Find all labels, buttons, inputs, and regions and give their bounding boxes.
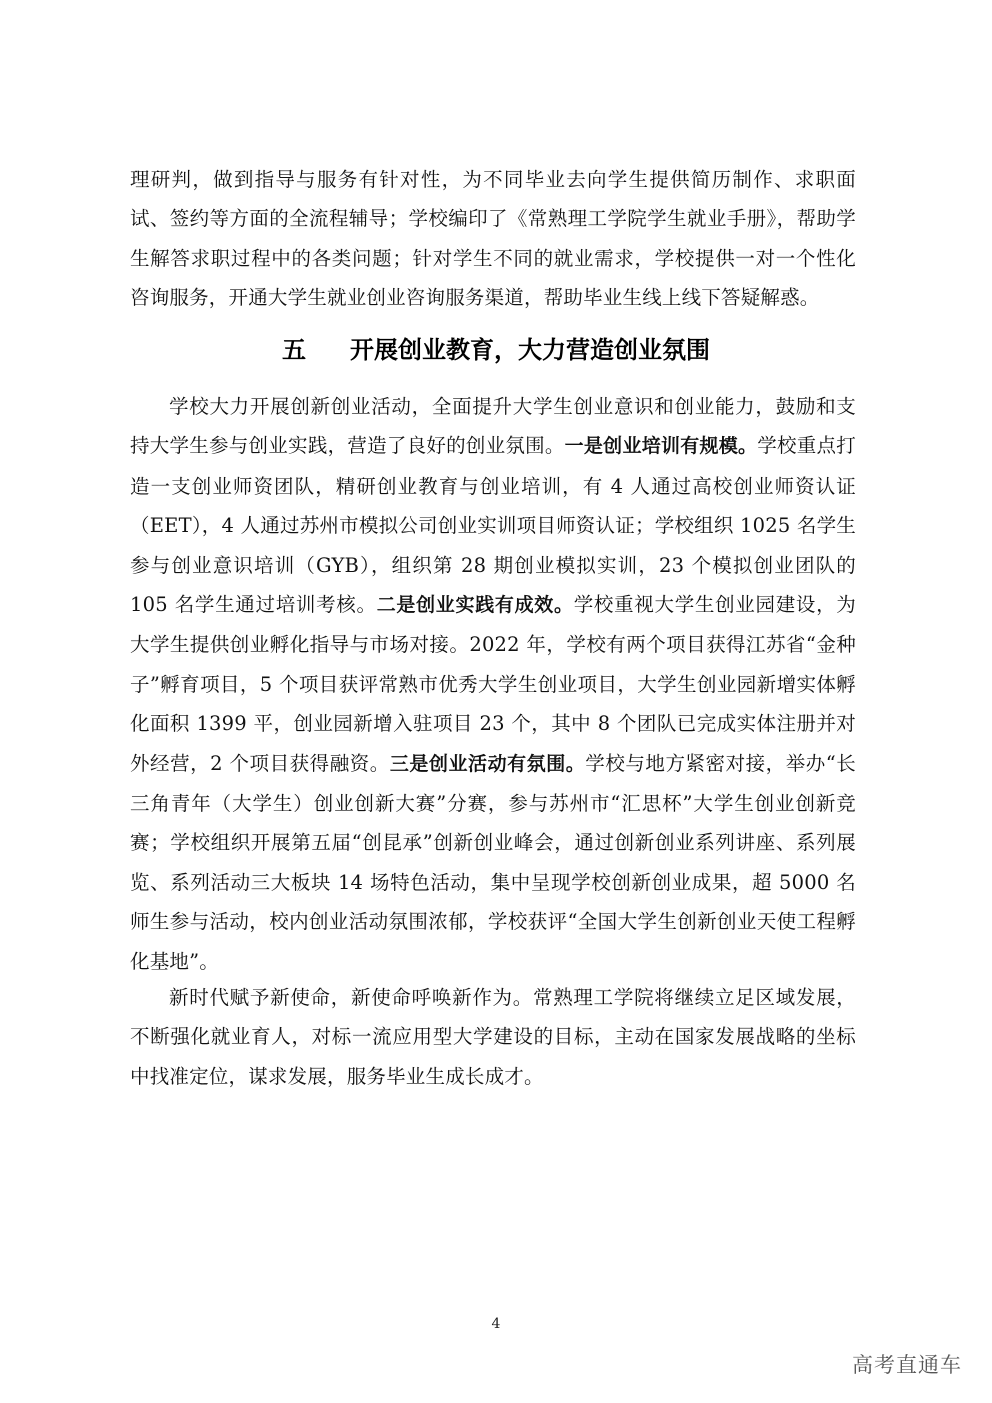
point3-heading: 三是创业活动有氛围。 bbox=[389, 752, 586, 775]
section-heading bbox=[0, 330, 992, 370]
entrepreneurship-paragraph bbox=[130, 387, 856, 981]
section-title: 开展创业教育，大力营造创业氛围 bbox=[350, 336, 710, 364]
section-number: 五 bbox=[282, 336, 306, 364]
point2-text: 学校重视大学生创业园建设，为大学生提供创业孵化指导与市场对接。2022 年，学校有两个项目获得江苏省“金种子”孵育项目，5 个项目获评常熟市优秀大学生创业项目，大学生创业园新增实体孵化面积 1399 平，创业园新增入驻项目 23 个，其中 8 个团队已完成实体注册并对外经营，2 个项目获得融资。 bbox=[130, 593, 856, 775]
point1-heading: 一是创业培训有规模。 bbox=[564, 435, 758, 458]
page-number: 4 bbox=[491, 1316, 501, 1332]
point2-heading: 二是创业实践有成效。 bbox=[376, 594, 574, 617]
point1-text: 学校重点打造一支创业师资团队，精研创业教育与创业培训，有 4 人通过高校创业师资认证（EET），4 人通过苏州市模拟公司创业实训项目师资认证；学校组织 1025 名学生参与创业意识培训（GYB），组织第 28 期创业模拟实训，23 个模拟创业团队的 105 名学生通过培训考核。 bbox=[130, 434, 856, 617]
watermark-logo-text: 高考直通车 bbox=[852, 1353, 962, 1377]
point3-text: 学校与地方紧密对接，举办“长三角青年（大学生）创业创新大赛”分赛，参与苏州市“汇思杯”大学生创业创新竞赛；学校组织开展第五届“创昆承”创新创业峰会，通过创新创业系列讲座、系列展览、系列活动三大板块 14 场特色活动，集中呈现学校创新创业成果，超 5000 名师生参与活动，校内创业活动氛围浓郁，学校获评“全国大学生创新创业天使工程孵化基地”。 bbox=[130, 751, 856, 973]
continuation-paragraph: 理研判，做到指导与服务有针对性，为不同毕业去向学生提供简历制作、求职面试、签约等方面的全流程辅导；学校编印了《常熟理工学院学生就业手册》，帮助学生解答求职过程中的各类问题；针对学生不同的就业需求，学校提供一对一个性化咨询服务，开通大学生就业创业咨询服务渠道，帮助毕业生线上线下答疑解惑。 bbox=[130, 168, 856, 310]
closing-paragraph: 新时代赋予新使命，新使命呼唤新作为。常熟理工学院将继续立足区域发展，不断强化就业育人，对标一流应用型大学建设的目标，主动在国家发展战略的坐标中找准定位，谋求发展，服务毕业生成长成才。 bbox=[130, 986, 856, 1088]
intro-text: 学校大力开展创新创业活动，全面提升大学生创业意识和创业能力，鼓励和支持大学生参与创业实践，营造了良好的创业氛围。 bbox=[130, 395, 856, 458]
